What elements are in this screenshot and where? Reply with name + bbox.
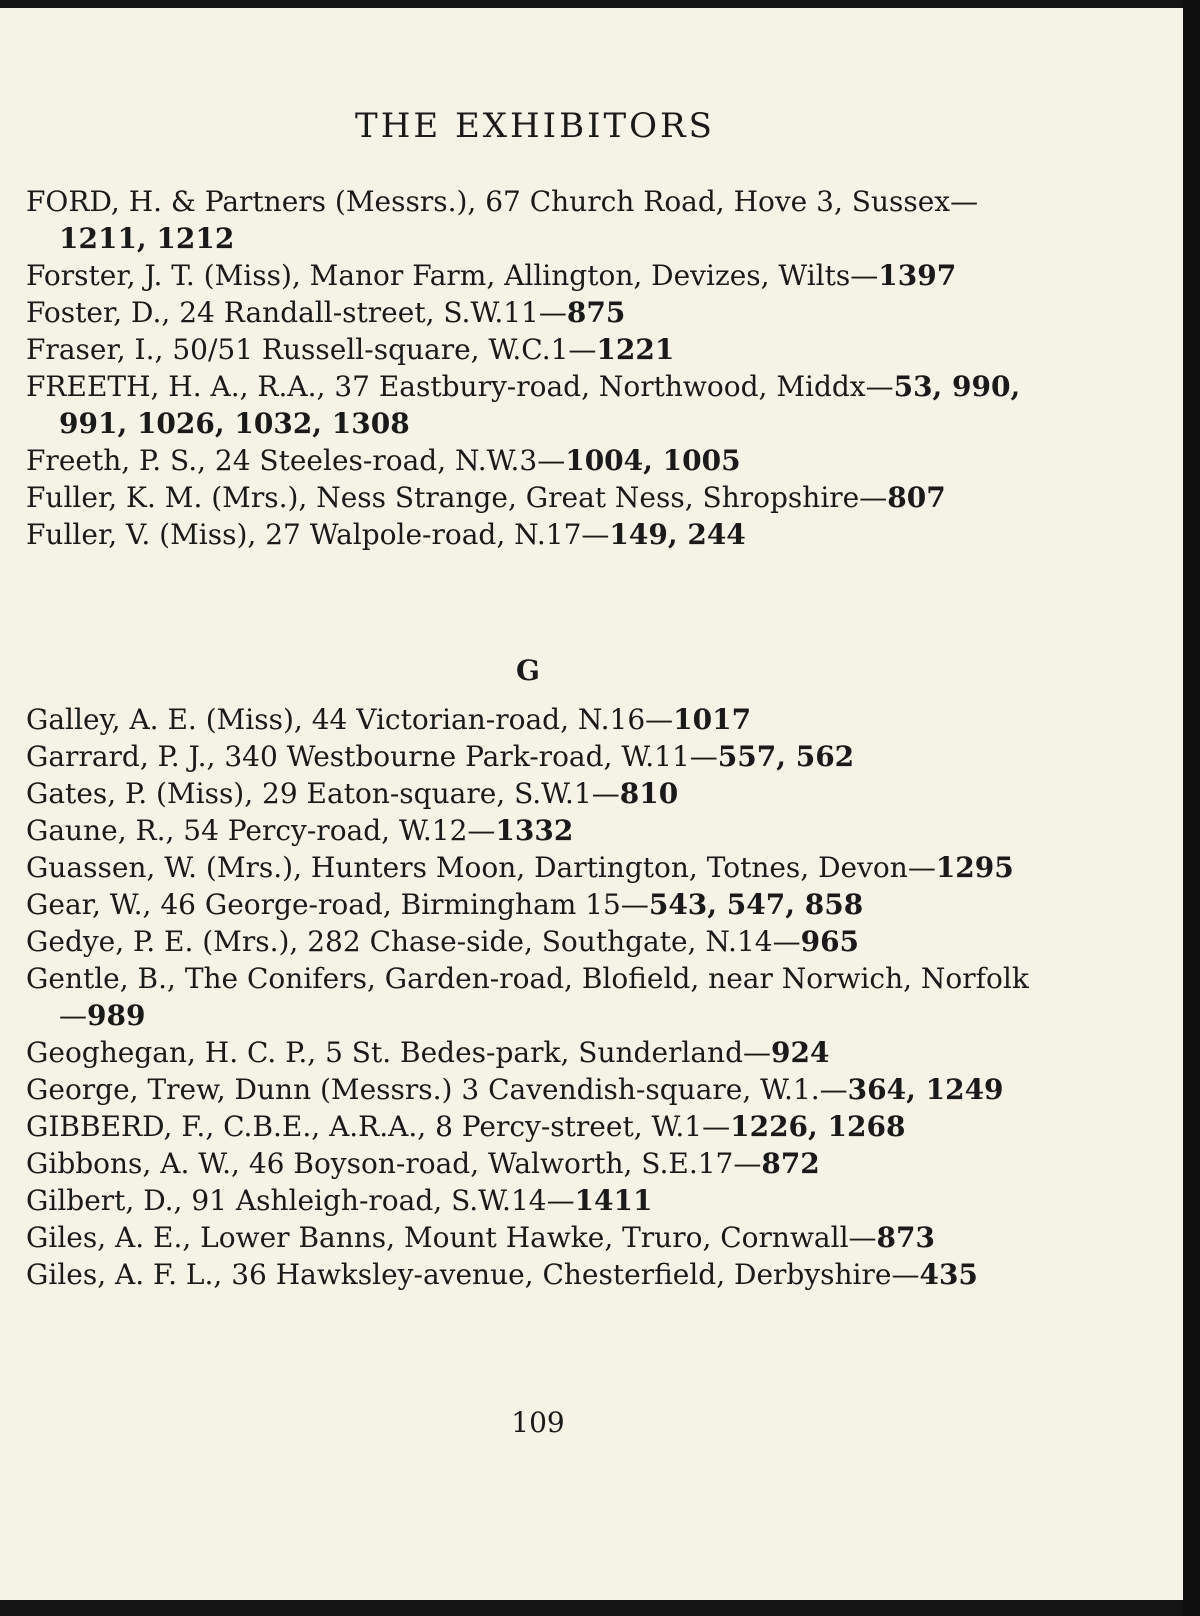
exhibit-numbers: 1411 <box>574 1184 653 1217</box>
page-header: THE EXHIBITORS <box>355 106 715 146</box>
exhibitor-entry: Guassen, W. (Mrs.), Hunters Moon, Dartington, Totnes, Devon—1295 <box>26 851 1014 884</box>
scan-edge <box>1183 0 1200 1616</box>
exhibit-numbers: 1397 <box>878 259 957 292</box>
exhibitor-entry: Garrard, P. J., 340 Westbourne Park-road, W.11—557, 562 <box>26 740 855 773</box>
exhibit-numbers: 875 <box>566 296 626 329</box>
exhibitor-entry: FORD, H. & Partners (Messrs.), 67 Church Road, Hove 3, Sussex—1211, 1212 <box>26 185 979 255</box>
exhibitor-entry: Gear, W., 46 George-road, Birmingham 15—543, 547, 858 <box>26 888 864 921</box>
exhibitor-entry: Gedye, P. E. (Mrs.), 282 Chase-side, Southgate, N.14—965 <box>26 925 860 958</box>
exhibit-numbers: 810 <box>619 777 679 810</box>
exhibitor-entry: Gilbert, D., 91 Ashleigh-road, S.W.14—1411 <box>26 1184 653 1217</box>
exhibitor-entry: Giles, A. E., Lower Banns, Mount Hawke, Truro, Cornwall—873 <box>26 1221 935 1254</box>
exhibitor-entry: Forster, J. T. (Miss), Manor Farm, Allington, Devizes, Wilts—1397 <box>26 259 957 292</box>
exhibit-numbers: 872 <box>761 1147 820 1180</box>
exhibit-numbers: 1295 <box>935 851 1014 884</box>
exhibitor-entry: FREETH, H. A., R.A., 37 Eastbury-road, Northwood, Middx—53, 990, 991, 1026, 1032, 1308 <box>26 370 1021 440</box>
exhibit-numbers: 1211, 1212 <box>59 222 235 255</box>
section-heading: G <box>516 654 540 687</box>
exhibitor-entry: Fraser, I., 50/51 Russell-square, W.C.1—1221 <box>26 333 675 366</box>
exhibit-numbers: 149, 244 <box>609 518 746 551</box>
exhibitor-entry: Gentle, B., The Conifers, Garden-road, Blofield, near Norwich, Norfolk—989 <box>26 962 1029 1032</box>
exhibit-numbers: 965 <box>800 925 860 958</box>
exhibitor-entry: George, Trew, Dunn (Messrs.) 3 Cavendish-square, W.1.—364, 1249 <box>26 1073 1004 1106</box>
exhibit-numbers: 924 <box>771 1036 830 1069</box>
catalogue-page <box>0 8 1183 1600</box>
exhibit-numbers: 435 <box>919 1258 978 1291</box>
exhibit-numbers: 53, 990, 991, 1026, 1032, 1308 <box>59 370 1021 440</box>
exhibit-numbers: 1221 <box>596 333 675 366</box>
exhibitor-entry: Giles, A. F. L., 36 Hawksley-avenue, Chesterfield, Derbyshire—435 <box>26 1258 978 1291</box>
exhibitor-entry: Galley, A. E. (Miss), 44 Victorian-road, N.16—1017 <box>26 703 752 736</box>
exhibit-numbers: 807 <box>887 481 946 514</box>
exhibitor-entry: Freeth, P. S., 24 Steeles-road, N.W.3—1004, 1005 <box>26 444 741 477</box>
page-number: 109 <box>511 1406 565 1439</box>
exhibitor-entry: Gaune, R., 54 Percy-road, W.12—1332 <box>26 814 574 847</box>
exhibitor-entry: Fuller, K. M. (Mrs.), Ness Strange, Great Ness, Shropshire—807 <box>26 481 946 514</box>
exhibit-numbers: 543, 547, 858 <box>648 888 864 921</box>
exhibit-numbers: 1226, 1268 <box>730 1110 906 1143</box>
exhibit-numbers: 1004, 1005 <box>565 444 741 477</box>
exhibitor-entry: Gibbons, A. W., 46 Boyson-road, Walworth, S.E.17—872 <box>26 1147 820 1180</box>
exhibitor-entry: Gates, P. (Miss), 29 Eaton-square, S.W.1—810 <box>26 777 679 810</box>
exhibit-numbers: 1332 <box>495 814 574 847</box>
exhibitor-entry: Fuller, V. (Miss), 27 Walpole-road, N.17—149, 244 <box>26 518 746 551</box>
exhibit-numbers: 557, 562 <box>717 740 855 773</box>
exhibit-numbers: 989 <box>87 999 146 1032</box>
exhibit-numbers: 364, 1249 <box>847 1073 1004 1106</box>
exhibitor-entry: GIBBERD, F., C.B.E., A.R.A., 8 Percy-street, W.1—1226, 1268 <box>26 1110 906 1143</box>
exhibitor-list-f <box>26 183 1046 553</box>
exhibitor-entry: Foster, D., 24 Randall-street, S.W.11—875 <box>26 296 626 329</box>
exhibitor-list-g <box>26 701 1046 1293</box>
exhibit-numbers: 873 <box>876 1221 935 1254</box>
exhibitor-entry: Geoghegan, H. C. P., 5 St. Bedes-park, Sunderland—924 <box>26 1036 830 1069</box>
exhibit-numbers: 1017 <box>673 703 752 736</box>
